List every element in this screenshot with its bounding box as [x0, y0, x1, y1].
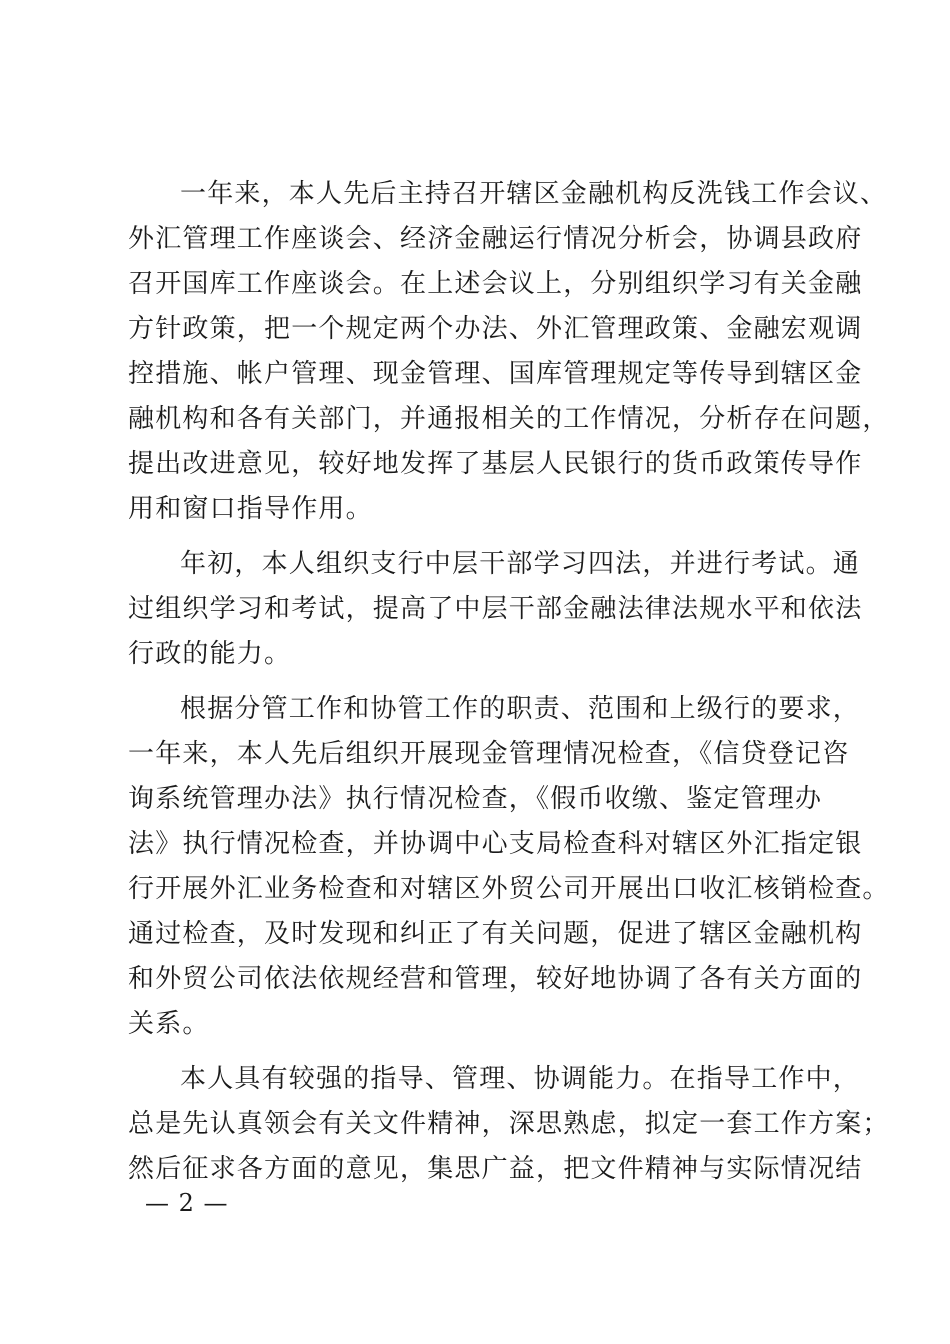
- paragraph-3-line-4: 法》执行情况检查，并协调中心支局检查科对辖区外汇指定银: [128, 829, 863, 859]
- paragraph-3-line-5: 行开展外汇业务检查和对辖区外贸公司开展出口收汇核销检查。: [128, 874, 890, 904]
- paragraph-1-line-3: 召开国库工作座谈会。在上述会议上，分别组织学习有关金融: [128, 269, 863, 299]
- paragraph-1-line-2: 外汇管理工作座谈会、经济金融运行情况分析会，协调县政府: [128, 224, 863, 254]
- paragraph-4-line-1: 本人具有较强的指导、管理、协调能力。在指导工作中，: [180, 1064, 861, 1094]
- paragraph-3-line-8: 关系。: [128, 1009, 210, 1039]
- paragraph-3-line-1: 根据分管工作和协管工作的职责、范围和上级行的要求，: [180, 694, 861, 724]
- paragraph-3-line-3: 询系统管理办法》执行情况检查，《假币收缴、鉴定管理办: [128, 784, 823, 814]
- paragraph-1-line-6: 融机构和各有关部门，并通报相关的工作情况，分析存在问题，: [128, 404, 890, 434]
- paragraph-2-line-2: 过组织学习和考试，提高了中层干部金融法律法规水平和依法: [128, 594, 863, 624]
- paragraph-1-line-4: 方针政策，把一个规定两个办法、外汇管理政策、金融宏观调: [128, 314, 863, 344]
- paragraph-3-line-6: 通过检查，及时发现和纠正了有关问题，促进了辖区金融机构: [128, 919, 863, 949]
- paragraph-1-line-8: 用和窗口指导作用。: [128, 494, 373, 524]
- paragraph-1-line-1: 一年来，本人先后主持召开辖区金融机构反洗钱工作会议、: [180, 179, 888, 209]
- paragraph-1-line-5: 控措施、帐户管理、现金管理、国库管理规定等传导到辖区金: [128, 359, 863, 389]
- page-number: — 2 —: [145, 1189, 229, 1217]
- paragraph-2-line-1: 年初，本人组织支行中层干部学习四法，并进行考试。通: [180, 549, 861, 579]
- paragraph-4-line-2: 总是先认真领会有关文件精神，深思熟虑，拟定一套工作方案；: [128, 1109, 890, 1139]
- paragraph-3-line-2: 一年来，本人先后组织开展现金管理情况检查，《信贷登记咨: [128, 739, 850, 769]
- paragraph-3-line-7: 和外贸公司依法依规经营和管理，较好地协调了各有关方面的: [128, 964, 863, 994]
- paragraph-4-line-3: 然后征求各方面的意见，集思广益，把文件精神与实际情况结: [128, 1154, 863, 1184]
- paragraph-2-line-3: 行政的能力。: [128, 639, 292, 669]
- paragraph-1-line-7: 提出改进意见，较好地发挥了基层人民银行的货币政策传导作: [128, 449, 863, 479]
